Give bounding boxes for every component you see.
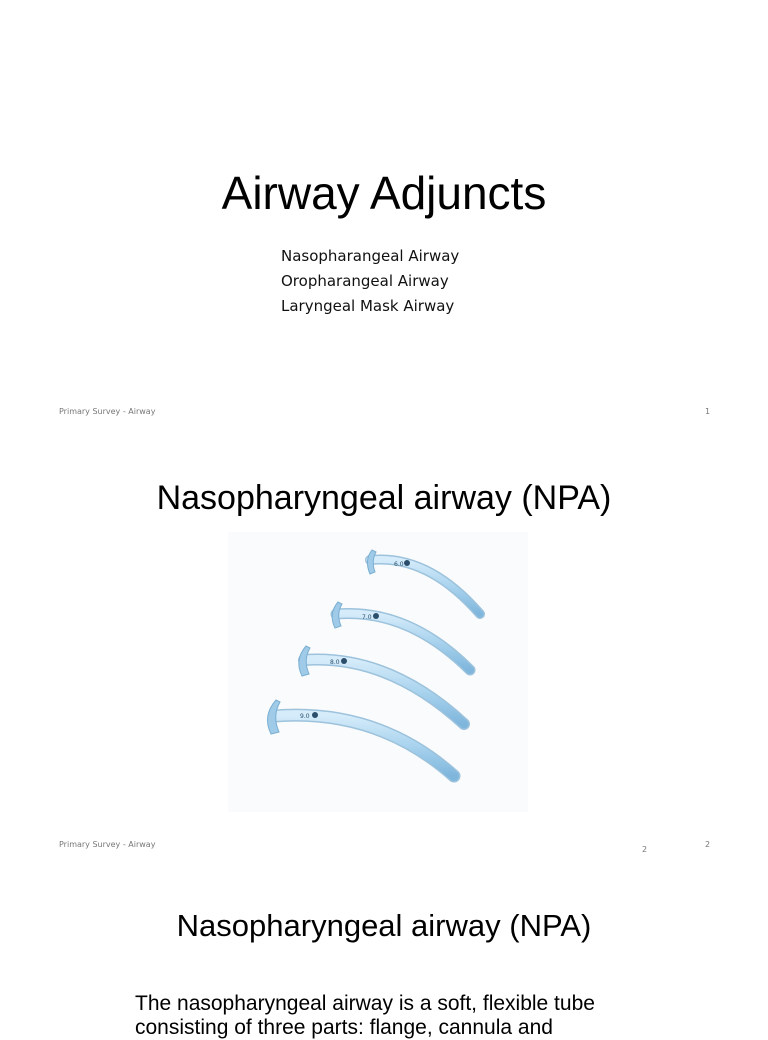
list-item: Laryngeal Mask Airway bbox=[281, 297, 455, 315]
page-number: 1 bbox=[705, 407, 711, 416]
slide-title: Nasopharyngeal airway (NPA) bbox=[176, 908, 592, 943]
list-item: Oropharangeal Airway bbox=[281, 272, 449, 290]
tube-size-label: 9.0 bbox=[300, 713, 310, 720]
tube-size-label: 8.0 bbox=[330, 659, 340, 666]
npa-tubes-illustration bbox=[228, 532, 528, 812]
npa-tube bbox=[367, 550, 480, 614]
footer-text: Primary Survey - Airway bbox=[59, 840, 156, 849]
adjunct-list bbox=[281, 244, 459, 319]
npa-photo bbox=[228, 532, 528, 812]
slide-1 bbox=[0, 0, 768, 432]
slide-title: Nasopharyngeal airway (NPA) bbox=[156, 479, 612, 517]
page-number-inline: 2 bbox=[642, 845, 648, 854]
tube-size-label: 6.0 bbox=[394, 561, 404, 568]
slide-3 bbox=[0, 864, 768, 1039]
npa-tube bbox=[267, 700, 454, 776]
slide-body-text: The nasopharyngeal airway is a soft, flexible tube consisting of three parts: flange, cannula and bbox=[135, 992, 595, 1039]
list-item: Nasopharangeal Airway bbox=[281, 247, 460, 265]
slide-title: Airway Adjuncts bbox=[221, 167, 547, 219]
page-number: 2 bbox=[705, 840, 711, 849]
footer-text: Primary Survey - Airway bbox=[59, 407, 156, 416]
slide-2 bbox=[0, 432, 768, 864]
tube-size-label: 7.0 bbox=[362, 614, 372, 621]
